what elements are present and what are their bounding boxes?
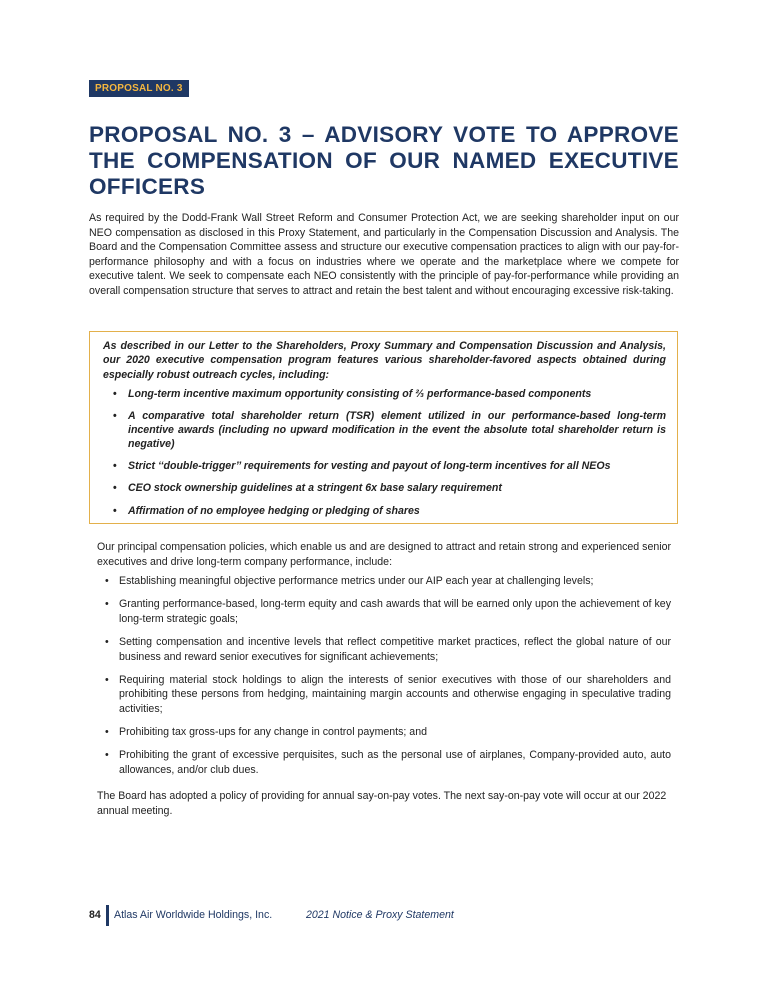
highlight-item-text: CEO stock ownership guidelines at a stringent 6x base salary requirement — [128, 482, 502, 495]
highlight-box-intro: As described in our Letter to the Shareholders, Proxy Summary and Compensation Discussion and Analysis, our 2020 executive compensation program features various shareholder-favored aspects obtained during especially robust outreach cycles, including: — [103, 340, 666, 381]
highlight-item-text: Affirmation of no employee hedging or pledging of shares — [128, 504, 420, 517]
policy-item-text: Prohibiting the grant of excessive perquisites, such as the personal use of airplanes, Company-provided auto, auto allowances, and/or club dues. — [119, 749, 671, 776]
highlight-item-text: Strict ‘‘double-trigger’’ requirements for vesting and payout of long-term incentives for all NEOs — [128, 460, 611, 473]
highlight-item — [103, 388, 666, 402]
closing-paragraph: The Board has adopted a policy of providing for annual say-on-pay votes. The next say-on-pay vote will occur at our 2022 annual meeting. — [97, 790, 667, 817]
highlight-box — [89, 331, 678, 524]
policy-item — [97, 748, 671, 777]
policy-list — [97, 574, 671, 786]
page-title: PROPOSAL NO. 3 – ADVISORY VOTE TO APPROVE THE COMPENSATION OF OUR NAMED EXECUTIVE OFFICERS — [89, 122, 679, 199]
bullet-icon: • — [105, 635, 109, 648]
policy-item-text: Establishing meaningful objective performance metrics under our AIP each year at challenging levels; — [119, 575, 594, 587]
highlight-item-text: A comparative total shareholder return (TSR) element utilized in our performance-based long-term incentive awards (including no upward modification in the event the absolute total shareholder return is negative) — [128, 410, 666, 450]
highlight-item — [103, 505, 666, 519]
highlight-item-text: Long-term incentive maximum opportunity consisting of ⅔ performance-based components — [128, 388, 592, 400]
highlight-item — [103, 482, 666, 496]
bullet-icon: • — [113, 460, 117, 473]
highlight-item — [103, 460, 666, 474]
policy-item-text: Requiring material stock holdings to align the interests of senior executives with those of our shareholders and prohibiting these persons from hedging, maintaining margin accounts and otherwise engaging in speculative trading activities; — [119, 673, 671, 715]
policy-item — [97, 574, 671, 589]
policies-intro: Our principal compensation policies, which enable us and are designed to attract and retain strong and experienced senior executives and drive long-term company performance, include: — [97, 541, 671, 568]
highlight-list — [103, 388, 666, 527]
footer-divider — [106, 905, 109, 926]
bullet-icon: • — [105, 673, 109, 686]
bullet-icon: • — [113, 410, 117, 423]
bullet-icon: • — [113, 504, 117, 517]
policy-item-text: Setting compensation and incentive levels that reflect competitive market practices, reflect the global nature of our business and reward senior executives for significant achievements; — [119, 635, 671, 663]
bullet-icon: • — [113, 482, 117, 495]
policy-item-text: Prohibiting tax gross-ups for any change in control payments; and — [119, 726, 427, 739]
page-number: 84 — [89, 909, 101, 921]
footer-company: Atlas Air Worldwide Holdings, Inc. — [114, 909, 273, 921]
highlight-item — [103, 410, 666, 451]
policy-item — [97, 725, 671, 740]
policy-item — [97, 597, 671, 626]
bullet-icon: • — [105, 749, 109, 762]
bullet-icon: • — [113, 388, 117, 400]
policy-item-text: Granting performance-based, long-term equity and cash awards that will be earned only upon the achievement of key long-term strategic goals; — [119, 598, 671, 625]
bullet-icon: • — [105, 726, 109, 739]
policy-item — [97, 673, 671, 717]
footer-document-title: 2021 Notice & Proxy Statement — [306, 909, 454, 921]
bullet-icon: • — [105, 598, 109, 611]
policy-item — [97, 635, 671, 664]
bullet-icon: • — [105, 575, 109, 587]
section-tag: PROPOSAL NO. 3 — [89, 80, 189, 97]
intro-paragraph: As required by the Dodd-Frank Wall Street Reform and Consumer Protection Act, we are seeking shareholder input on our NEO compensation as disclosed in this Proxy Statement, and particularly in the Compensation Discussion and Analysis. The Board and the Compensation Committee assess and structure our executive compensation practices to align with our pay-for-performance philosophy and with a focus on industries where we operate and the marketplace where we compete for executive talent. We seek to compensate each NEO consistently with the principle of pay-for-performance while providing an overall compensation structure that serves to attract and retain the best talent and without encouraging excessive risk-taking. — [89, 212, 679, 297]
